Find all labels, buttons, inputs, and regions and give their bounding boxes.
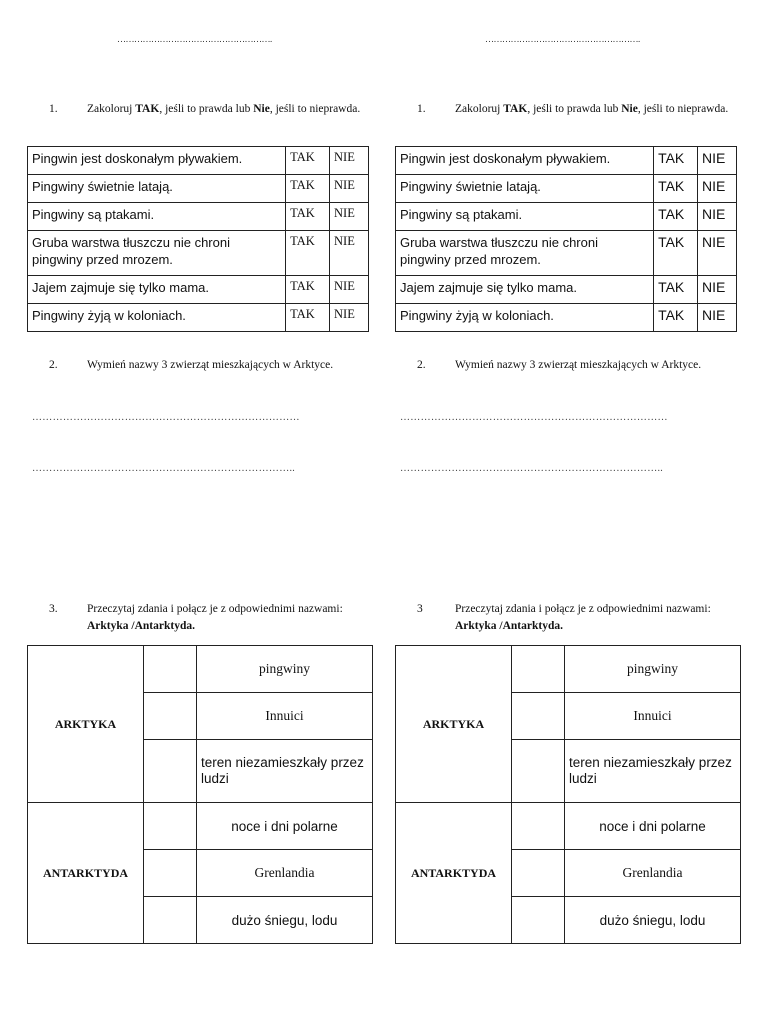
no-option[interactable]: NIE xyxy=(330,304,369,332)
question-text: Wymień nazwy 3 zwierząt mieszkających w Arktyce. xyxy=(455,359,702,371)
blank-cell[interactable] xyxy=(144,646,197,693)
region-arktyka[interactable]: ARKTYKA xyxy=(396,646,512,803)
yes-option[interactable]: TAK xyxy=(286,304,330,332)
match-item[interactable]: Innuici xyxy=(197,693,373,740)
question-text: Przeczytaj zdania i połącz je z odpowiednimi nazwami: Arktyka /Antarktyda. xyxy=(455,603,711,632)
answer-line[interactable]: …………………………………………………………………… xyxy=(400,412,668,423)
no-option[interactable]: NIE xyxy=(698,175,737,203)
question-number: 1. xyxy=(417,103,426,115)
table-row xyxy=(28,231,369,276)
true-false-table xyxy=(27,146,369,332)
statement: Jajem zajmuje się tylko mama. xyxy=(28,276,286,304)
statement: Pingwiny świetnie latają. xyxy=(28,175,286,203)
yes-option[interactable]: TAK xyxy=(654,276,698,304)
table-row xyxy=(28,276,369,304)
table-row xyxy=(396,646,741,693)
no-option[interactable]: NIE xyxy=(698,276,737,304)
no-option[interactable]: NIE xyxy=(698,203,737,231)
table-row xyxy=(396,803,741,850)
match-item[interactable]: Grenlandia xyxy=(197,850,373,897)
no-option[interactable]: NIE xyxy=(698,304,737,332)
statement: Pingwiny świetnie latają. xyxy=(396,175,654,203)
match-item[interactable]: teren niezamieszkały przez ludzi xyxy=(197,740,373,803)
yes-option[interactable]: TAK xyxy=(654,175,698,203)
match-item[interactable]: pingwiny xyxy=(565,646,741,693)
matching-table xyxy=(27,645,373,944)
table-row xyxy=(396,276,737,304)
statement: Pingwiny są ptakami. xyxy=(28,203,286,231)
match-item[interactable]: pingwiny xyxy=(197,646,373,693)
question-number: 1. xyxy=(49,103,58,115)
worksheet-left xyxy=(27,0,377,1024)
region-antarktyda[interactable]: ANTARKTYDA xyxy=(28,803,144,944)
table-row xyxy=(396,231,737,276)
statement: Pingwiny są ptakami. xyxy=(396,203,654,231)
statement: Pingwin jest doskonałym pływakiem. xyxy=(28,147,286,175)
blank-cell[interactable] xyxy=(512,740,565,803)
matching-table xyxy=(395,645,741,944)
yes-option[interactable]: TAK xyxy=(286,276,330,304)
no-option[interactable]: NIE xyxy=(330,147,369,175)
statement: Jajem zajmuje się tylko mama. xyxy=(396,276,654,304)
yes-option[interactable]: TAK xyxy=(286,231,330,276)
blank-cell[interactable] xyxy=(144,740,197,803)
statement: Pingwiny żyją w koloniach. xyxy=(28,304,286,332)
region-arktyka[interactable]: ARKTYKA xyxy=(28,646,144,803)
blank-cell[interactable] xyxy=(144,803,197,850)
no-option[interactable]: NIE xyxy=(698,147,737,175)
blank-cell[interactable] xyxy=(144,897,197,944)
statement: Pingwin jest doskonałym pływakiem. xyxy=(396,147,654,175)
match-item[interactable]: Grenlandia xyxy=(565,850,741,897)
table-row xyxy=(28,304,369,332)
blank-cell[interactable] xyxy=(144,693,197,740)
no-option[interactable]: NIE xyxy=(330,276,369,304)
match-item[interactable]: dużo śniegu, lodu xyxy=(565,897,741,944)
question-text: Zakoloruj TAK, jeśli to prawda lub Nie, jeśli to nieprawda. xyxy=(87,103,361,115)
match-item[interactable]: Innuici xyxy=(565,693,741,740)
yes-option[interactable]: TAK xyxy=(286,203,330,231)
table-row xyxy=(396,304,737,332)
table-row xyxy=(28,646,373,693)
match-item[interactable]: dużo śniegu, lodu xyxy=(197,897,373,944)
blank-cell[interactable] xyxy=(512,693,565,740)
question-text: Zakoloruj TAK, jeśli to prawda lub Nie, jeśli to nieprawda. xyxy=(455,103,729,115)
question-text: Przeczytaj zdania i połącz je z odpowiednimi nazwami: Arktyka /Antarktyda. xyxy=(87,603,343,632)
yes-option[interactable]: TAK xyxy=(654,147,698,175)
worksheet-right xyxy=(395,0,745,1024)
table-row xyxy=(28,803,373,850)
match-item[interactable]: teren niezamieszkały przez ludzi xyxy=(565,740,741,803)
name-line: ………………………………………………. xyxy=(485,34,640,44)
table-row xyxy=(396,175,737,203)
yes-option[interactable]: TAK xyxy=(654,304,698,332)
table-row xyxy=(28,175,369,203)
no-option[interactable]: NIE xyxy=(330,203,369,231)
question-number: 3 xyxy=(417,603,423,615)
blank-cell[interactable] xyxy=(512,897,565,944)
question-number: 2. xyxy=(49,359,58,371)
blank-cell[interactable] xyxy=(512,850,565,897)
blank-cell[interactable] xyxy=(512,646,565,693)
question-number: 3. xyxy=(49,603,58,615)
blank-cell[interactable] xyxy=(144,850,197,897)
yes-option[interactable]: TAK xyxy=(654,231,698,276)
table-row xyxy=(396,147,737,175)
table-row xyxy=(28,203,369,231)
yes-option[interactable]: TAK xyxy=(286,175,330,203)
table-row xyxy=(28,147,369,175)
statement: Pingwiny żyją w koloniach. xyxy=(396,304,654,332)
no-option[interactable]: NIE xyxy=(330,175,369,203)
answer-line[interactable]: ………………………………………………………………….. xyxy=(400,463,664,474)
question-text: Wymień nazwy 3 zwierząt mieszkających w Arktyce. xyxy=(87,359,334,371)
no-option[interactable]: NIE xyxy=(330,231,369,276)
statement: Gruba warstwa tłuszczu nie chroni pingwiny przed mrozem. xyxy=(28,231,286,276)
region-antarktyda[interactable]: ANTARKTYDA xyxy=(396,803,512,944)
answer-line[interactable]: ………………………………………………………………….. xyxy=(32,463,296,474)
match-item[interactable]: noce i dni polarne xyxy=(197,803,373,850)
question-number: 2. xyxy=(417,359,426,371)
true-false-table xyxy=(395,146,737,332)
answer-line[interactable]: …………………………………………………………………… xyxy=(32,412,300,423)
table-row xyxy=(396,203,737,231)
name-line: ………………………………………………. xyxy=(117,34,272,44)
no-option[interactable]: NIE xyxy=(698,231,737,276)
yes-option[interactable]: TAK xyxy=(286,147,330,175)
match-item[interactable]: noce i dni polarne xyxy=(565,803,741,850)
statement: Gruba warstwa tłuszczu nie chroni pingwiny przed mrozem. xyxy=(396,231,654,276)
yes-option[interactable]: TAK xyxy=(654,203,698,231)
blank-cell[interactable] xyxy=(512,803,565,850)
